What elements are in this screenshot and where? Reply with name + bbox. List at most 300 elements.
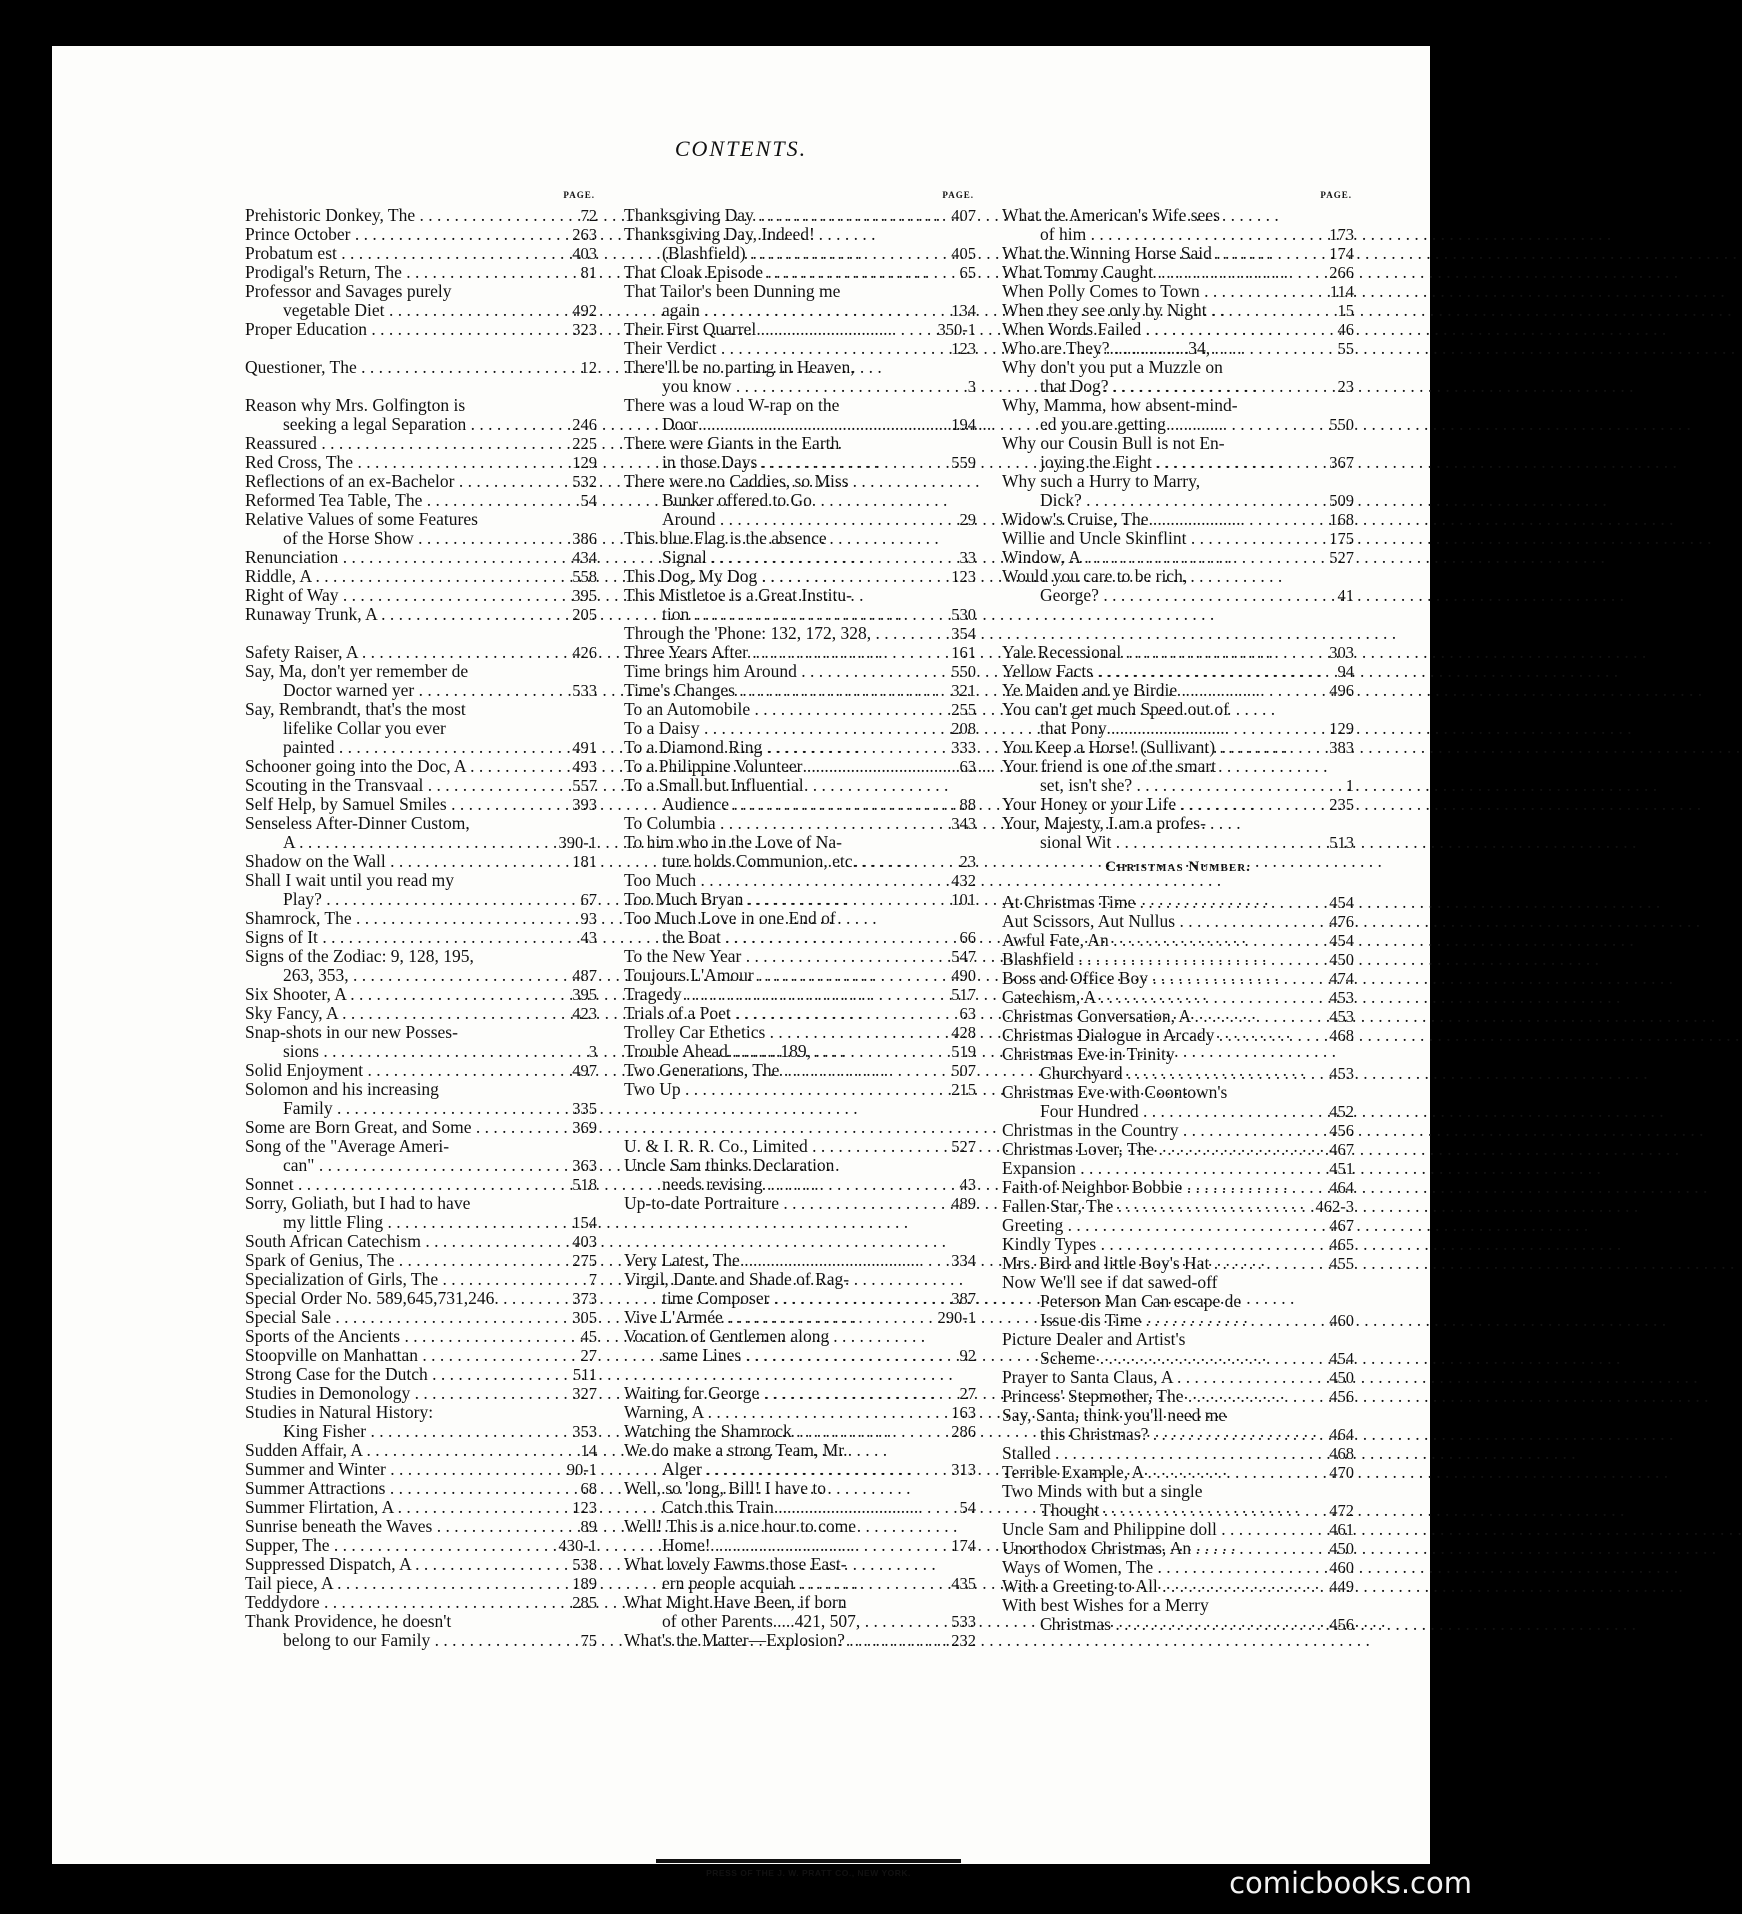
contents-entry <box>1002 1178 1354 1197</box>
entry-title <box>1002 206 1325 244</box>
entry-title-line: ture holds Communion, etc. . . . <box>624 852 956 871</box>
contents-entry <box>1002 1254 1354 1273</box>
entry-page-number: 123 <box>951 339 976 358</box>
entry-title <box>245 909 577 928</box>
entry-title <box>1002 662 1334 681</box>
section-spacer <box>245 339 597 358</box>
entry-title <box>624 1422 947 1441</box>
contents-entry <box>624 871 976 890</box>
entry-title-line: A . . . <box>245 833 555 852</box>
entry-title-line: With best Wishes for a Merry <box>1002 1595 1209 1615</box>
entry-page-number: 54 <box>580 491 597 510</box>
entry-title-line: you know . . . <box>624 377 964 396</box>
contents-entry <box>1002 1140 1354 1159</box>
entry-title-line: Two Generations, The . . . <box>624 1061 947 1080</box>
contents-entry <box>624 1403 976 1422</box>
contents-entry <box>245 947 597 985</box>
entry-title-line: Prayer to Santa Claus, A . . . <box>1002 1368 1325 1387</box>
entry-page-number: 383 <box>1329 738 1354 757</box>
entry-title-line: Say, Rembrandt, that's the most <box>245 699 466 719</box>
entry-title <box>1002 1368 1325 1387</box>
entry-title <box>245 1118 568 1137</box>
entry-title <box>245 1137 568 1175</box>
entry-title-line: this Christmas? . . . <box>1002 1425 1325 1444</box>
contents-entry <box>1002 510 1354 529</box>
entry-title-line: same Lines . . . <box>624 1346 956 1365</box>
entry-title <box>624 225 947 263</box>
entry-title <box>624 358 964 396</box>
contents-entry <box>624 320 976 339</box>
entry-page-number: 492 <box>572 301 597 320</box>
entry-title <box>245 1270 585 1289</box>
entry-page-number: 454 <box>1329 1349 1354 1368</box>
contents-entry <box>245 1460 597 1479</box>
entry-title <box>245 757 568 776</box>
contents-entry <box>624 833 976 871</box>
entry-page-number: 43 <box>959 1175 976 1194</box>
entry-title <box>1002 1197 1312 1216</box>
contents-entry <box>1002 738 1354 757</box>
entry-title <box>245 206 577 225</box>
contents-entry <box>624 1517 976 1555</box>
contents-entry <box>624 1156 976 1194</box>
entry-title-line: When they see only by Night . . . <box>1002 301 1334 320</box>
entry-title-line: Renunciation . . . <box>245 548 568 567</box>
contents-entry <box>245 871 597 909</box>
entry-title <box>1002 950 1325 969</box>
entry-page-number: 65 <box>959 263 976 282</box>
contents-entry <box>1002 1406 1354 1444</box>
entry-title <box>245 1441 577 1460</box>
entry-title <box>245 1612 577 1650</box>
entry-title-line: Spark of Genius, The . . . <box>245 1251 568 1270</box>
entry-title <box>1002 681 1325 700</box>
imprint-rule <box>656 1859 961 1863</box>
contents-entry <box>245 662 597 700</box>
entry-title <box>245 263 577 282</box>
entry-page-number: 134 <box>951 301 976 320</box>
entry-title-line: What lovely Fawms those East- <box>624 1554 847 1574</box>
entry-title <box>245 1536 555 1555</box>
entry-title <box>624 1023 947 1042</box>
contents-entry <box>1002 1330 1354 1368</box>
entry-title-line: Aut Scissors, Aut Nullus . . . <box>1002 912 1325 931</box>
entry-title <box>624 814 947 833</box>
contents-entry <box>1002 912 1354 931</box>
entry-title <box>624 833 956 871</box>
entry-title-line: When Words Failed . . . <box>1002 320 1334 339</box>
contents-entry <box>1002 1596 1354 1634</box>
section-spacer <box>1002 624 1354 643</box>
entry-page-number: 470 <box>1329 1463 1354 1482</box>
entry-title-line: Around . . . <box>624 510 956 529</box>
contents-entry <box>624 1270 976 1308</box>
entry-page-number: 208 <box>951 719 976 738</box>
entry-title <box>624 1327 956 1365</box>
entry-title-line: Greeting . . . <box>1002 1216 1325 1235</box>
contents-entry <box>245 985 597 1004</box>
entry-page-number: 335 <box>572 1099 597 1118</box>
entry-title <box>245 605 568 624</box>
entry-page-number: 517 <box>951 985 976 1004</box>
entry-title-line: You Keep a Horse! (Sullivant) . . . <box>1002 738 1325 757</box>
entry-title-line: Specialization of Girls, The . . . <box>245 1270 585 1289</box>
entry-title-line: There'll be no parting in Heaven, <box>624 357 855 377</box>
contents-entry <box>624 814 976 833</box>
entry-title <box>624 1555 947 1593</box>
contents-entry <box>1002 548 1354 567</box>
entry-page-number: 558 <box>572 567 597 586</box>
entry-title <box>1002 320 1334 339</box>
entry-page-number: 75 <box>580 1631 597 1650</box>
entry-title-line: Unorthodox Christmas, An . . . <box>1002 1539 1325 1558</box>
contents-entry <box>624 225 976 263</box>
contents-entry <box>1002 662 1354 681</box>
contents-entry <box>1002 320 1354 339</box>
entry-title-line: Up-to-date Portraiture . . . <box>624 1194 947 1213</box>
entry-title-line: Summer Attractions . . . <box>245 1479 577 1498</box>
entry-title-line: To a Diamond Ring . . . <box>624 738 947 757</box>
entry-page-number: 168 <box>1329 510 1354 529</box>
entry-page-number: 386 <box>572 529 597 548</box>
entry-page-number: 175 <box>1329 529 1354 548</box>
section-spacer <box>245 377 597 396</box>
entry-title <box>245 1479 577 1498</box>
contents-entry <box>245 1498 597 1517</box>
entry-title-line: Faith of Neighbor Bobbie . . . <box>1002 1178 1325 1197</box>
contents-entry <box>245 510 597 548</box>
contents-entry <box>624 985 976 1004</box>
entry-title <box>624 985 947 1004</box>
entry-title-line: South African Catechism . . . <box>245 1232 568 1251</box>
entry-page-number: 456 <box>1329 1121 1354 1140</box>
entry-page-number: 46 <box>1337 320 1354 339</box>
entry-title <box>245 662 568 700</box>
entry-page-number: 390-1 <box>558 833 597 852</box>
entry-page-number: 407 <box>951 206 976 225</box>
contents-entry <box>245 1593 597 1612</box>
contents-entry <box>624 472 976 529</box>
entry-title-line: Tail piece, A . . . <box>245 1574 568 1593</box>
entry-title <box>245 985 568 1004</box>
entry-page-number: 23 <box>1337 377 1354 396</box>
entry-title-line: painted . . . <box>245 738 568 757</box>
entry-title-line: Fallen Star, The . . . <box>1002 1197 1312 1216</box>
entry-page-number: 215 <box>951 1080 976 1099</box>
entry-title-line: again . . . <box>624 301 947 320</box>
contents-entry <box>245 491 597 510</box>
contents-entry <box>1002 931 1354 950</box>
contents-entry <box>624 1422 976 1441</box>
contents-column-2 <box>624 186 976 1650</box>
contents-entry <box>1002 1387 1354 1406</box>
entry-title-line: Yale Recessional . . . <box>1002 643 1325 662</box>
entry-title-line: To Columbia . . . <box>624 814 947 833</box>
entry-page-number: 451 <box>1329 1159 1354 1178</box>
entry-title-line: vegetable Diet . . . <box>245 301 568 320</box>
contents-entry <box>1002 1539 1354 1558</box>
entry-title-line: What the Winning Horse Said . . . <box>1002 244 1325 263</box>
entry-title <box>624 434 947 472</box>
entry-title <box>245 1498 568 1517</box>
entry-page-number: 285 <box>572 1593 597 1612</box>
entry-page-number: 453 <box>1329 1007 1354 1026</box>
entry-title <box>624 206 947 225</box>
entry-title-line: Your, Majesty, I am a profes- <box>1002 813 1206 833</box>
entry-title-line: There was a loud W-rap on the <box>624 395 840 415</box>
contents-entry <box>624 206 976 225</box>
entry-title-line: that Dog? . . . <box>1002 377 1334 396</box>
entry-title-line: Catechism, A . . . <box>1002 988 1325 1007</box>
entry-title-line: in those Days . . . <box>624 453 947 472</box>
entry-page-number: 321 <box>951 681 976 700</box>
entry-title <box>1002 1007 1325 1026</box>
entry-title-line: Issue dis Time . . . <box>1002 1311 1325 1330</box>
entry-title-line: 263, 353, . . . <box>245 966 568 985</box>
entry-page-number: 428 <box>951 1023 976 1042</box>
entry-page-number: 41 <box>1337 586 1354 605</box>
contents-entry <box>1002 700 1354 738</box>
contents-entry <box>245 1555 597 1574</box>
entry-page-number: 530 <box>951 605 976 624</box>
contents-entry <box>624 1308 976 1327</box>
section-spacer <box>624 1232 976 1251</box>
contents-column-1 <box>245 186 597 1650</box>
entry-title <box>1002 301 1334 320</box>
contents-entry <box>245 472 597 491</box>
entry-title-line: Sonnet . . . <box>245 1175 568 1194</box>
entry-title <box>1002 893 1325 912</box>
entry-title <box>1002 1045 1325 1083</box>
entry-title-line: Signs of the Zodiac: 9, 128, 195, <box>245 946 474 966</box>
contents-entry <box>245 320 597 339</box>
entry-page-number: 123 <box>572 1498 597 1517</box>
entry-title <box>245 1460 563 1479</box>
entry-title-line: Too Much Bryan . . . <box>624 890 947 909</box>
entry-title-line: Peterson Man Can escape de <box>1040 1291 1242 1311</box>
contents-entry <box>245 1061 597 1080</box>
entry-title <box>1002 1596 1325 1634</box>
entry-title-line: Signal . . . <box>624 548 956 567</box>
entry-page-number: 454 <box>1329 931 1354 950</box>
entry-title <box>1002 757 1342 795</box>
entry-page-number: 343 <box>951 814 976 833</box>
entry-page-number: 334 <box>951 1251 976 1270</box>
entry-title-line: Would you care to be rich, <box>1002 566 1188 586</box>
entry-page-number: 455 <box>1329 1254 1354 1273</box>
entry-title-line: Schooner going into the Doc, A . . . <box>245 757 568 776</box>
entry-page-number: 88 <box>959 795 976 814</box>
entry-title <box>1002 358 1334 396</box>
entry-title <box>245 928 577 947</box>
entry-title <box>1002 795 1325 814</box>
entry-title-line: Trouble Ahead............189, . . . <box>624 1042 947 1061</box>
contents-entry <box>245 928 597 947</box>
entry-page-number: 456 <box>1329 1387 1354 1406</box>
contents-entry <box>1002 206 1354 244</box>
entry-title-line: Christmas . . . <box>1002 1615 1325 1634</box>
entry-title-line: can" . . . <box>245 1156 568 1175</box>
entry-title <box>245 1023 585 1061</box>
entry-title <box>245 1517 577 1536</box>
entry-title <box>624 909 956 947</box>
entry-title-line: Shadow on the Wall . . . <box>245 852 568 871</box>
entry-title <box>1002 1330 1325 1368</box>
entry-title-line: Snap-shots in our new Posses- <box>245 1022 458 1042</box>
contents-entry <box>245 1080 597 1118</box>
contents-entry <box>1002 893 1354 912</box>
contents-entry <box>624 1080 976 1099</box>
entry-title-line: Uncle Sam thinks Declaration <box>624 1155 835 1175</box>
contents-entry <box>1002 988 1354 1007</box>
entry-title <box>624 1137 947 1156</box>
entry-title-line: Song of the "Average Ameri- <box>245 1136 450 1156</box>
entry-page-number: 513 <box>1329 833 1354 852</box>
entry-title <box>245 472 568 491</box>
entry-title-line: Their First Quarrel . . . <box>624 320 934 339</box>
entry-title <box>245 700 568 757</box>
entry-title <box>1002 1254 1325 1273</box>
entry-page-number: 468 <box>1329 1026 1354 1045</box>
entry-title <box>245 358 577 377</box>
entry-title <box>624 1384 956 1403</box>
entry-page-number: 27 <box>959 1384 976 1403</box>
entry-page-number: 181 <box>572 852 597 871</box>
entry-title-line: U. & I. R. R. Co., Limited . . . <box>624 1137 947 1156</box>
entry-title <box>624 263 956 282</box>
contents-entry <box>245 700 597 757</box>
entry-title-line: Probatum est . . . <box>245 244 568 263</box>
page-column-label: PAGE. <box>563 190 595 200</box>
contents-entry <box>624 662 976 681</box>
entry-title <box>245 1004 568 1023</box>
contents-entry <box>245 1232 597 1251</box>
entry-title-line: Christmas in the Country . . . <box>1002 1121 1325 1140</box>
entry-title-line: Christmas Conversation, A . . . <box>1002 1007 1325 1026</box>
entry-title <box>245 1365 569 1384</box>
entry-page-number: 89 <box>580 1517 597 1536</box>
entry-title <box>1002 244 1325 263</box>
entry-page-number: 509 <box>1329 491 1354 510</box>
entry-title-line: Boss and Office Boy . . . <box>1002 969 1325 988</box>
entry-title <box>1002 263 1325 282</box>
entry-title-line: Prodigal's Return, The . . . <box>245 263 577 282</box>
entry-page-number: 550 <box>1329 415 1354 434</box>
entry-title <box>1002 1026 1325 1045</box>
contents-entry <box>245 1612 597 1650</box>
entry-title-line: Now We'll see if dat sawed-off <box>1002 1272 1218 1292</box>
entry-page-number: 154 <box>572 1213 597 1232</box>
contents-entry <box>1002 757 1354 795</box>
entry-title <box>1002 1121 1325 1140</box>
entry-title-line: To the New Year . . . <box>624 947 947 966</box>
contents-entry <box>624 1479 976 1517</box>
contents-entry <box>624 396 976 434</box>
entry-title <box>245 586 568 605</box>
entry-title <box>1002 472 1325 510</box>
entry-page-number: 114 <box>1329 282 1354 301</box>
entry-title <box>624 662 947 681</box>
entry-title-line: Questioner, The . . . <box>245 358 577 377</box>
entry-title-line: Time brings him Around . . . <box>624 662 947 681</box>
entry-title <box>624 1441 947 1479</box>
entry-title <box>245 434 568 453</box>
contents-entry <box>1002 1159 1354 1178</box>
contents-entry <box>1002 1216 1354 1235</box>
entry-title-line: Runaway Trunk, A . . . <box>245 605 568 624</box>
entry-page-number: 450 <box>1329 1539 1354 1558</box>
entry-title-line: Virgil, Dante and Shade of Rag- <box>624 1269 850 1289</box>
contents-entry <box>624 1327 976 1365</box>
contents-entry <box>624 358 976 396</box>
entry-title <box>624 871 947 890</box>
entry-title <box>245 1194 568 1232</box>
entry-title-line: Say, Santa, think you'll need me <box>1002 1405 1227 1425</box>
contents-entry <box>1002 263 1354 282</box>
entry-page-number: 43 <box>580 928 597 947</box>
contents-entry <box>245 263 597 282</box>
entry-page-number: 290-1 <box>937 1308 976 1327</box>
entry-title-line: needs revising . . . <box>624 1175 956 1194</box>
entry-title-line: that Pony . . . <box>1002 719 1325 738</box>
contents-entry <box>624 1023 976 1042</box>
entry-page-number: 472 <box>1329 1501 1354 1520</box>
entry-title-line: Christmas Dialogue in Arcady . . . <box>1002 1026 1325 1045</box>
entry-page-number: 93 <box>580 909 597 928</box>
entry-title-line: This Mistletoe is a Great Institu- <box>624 585 852 605</box>
contents-entry <box>245 909 597 928</box>
contents-entry <box>1002 301 1354 320</box>
contents-entry <box>624 624 976 643</box>
entry-page-number: 430-1 <box>558 1536 597 1555</box>
contents-entry <box>624 434 976 472</box>
entry-page-number: 205 <box>572 605 597 624</box>
entry-page-number: 235 <box>1329 795 1354 814</box>
contents-entry <box>245 643 597 662</box>
entry-title <box>245 1232 568 1251</box>
entry-page-number: 12 <box>580 358 597 377</box>
contents-entry <box>624 1631 976 1650</box>
entry-title-line: Their Verdict . . . <box>624 339 947 358</box>
entry-page-number: 464 <box>1329 1425 1354 1444</box>
entry-title <box>624 1593 947 1631</box>
entry-page-number: 15 <box>1337 301 1354 320</box>
entry-title-line: Through the 'Phone: 132, 172, 328, . . . <box>624 624 947 643</box>
entry-page-number: 29 <box>959 510 976 529</box>
entry-title-line: Ye Maiden and ye Birdie . . . <box>1002 681 1325 700</box>
entry-title-line: my little Fling . . . <box>245 1213 568 1232</box>
entry-page-number: 1 <box>1345 776 1354 795</box>
entry-page-number: 54 <box>959 1498 976 1517</box>
entry-title-line: Very Latest, The . . . <box>624 1251 947 1270</box>
entry-page-number: 194 <box>951 415 976 434</box>
contents-entry <box>1002 1558 1354 1577</box>
entry-title <box>245 453 568 472</box>
entry-title-line: Christmas Eve with Coontown's <box>1002 1082 1228 1102</box>
entry-page-number: 453 <box>1329 988 1354 1007</box>
entry-title-line: Door . . . <box>624 415 947 434</box>
entry-title-line: King Fisher . . . <box>245 1422 568 1441</box>
entry-title-line: Thank Providence, he doesn't <box>245 1611 452 1631</box>
contents-entry <box>245 453 597 472</box>
entry-page-number: 550 <box>951 662 976 681</box>
contents-entry <box>624 643 976 662</box>
entry-page-number: 465 <box>1329 1235 1354 1254</box>
entry-page-number: 527 <box>951 1137 976 1156</box>
entry-title <box>1002 282 1326 301</box>
contents-entry <box>245 1403 597 1441</box>
entry-page-number: 363 <box>572 1156 597 1175</box>
